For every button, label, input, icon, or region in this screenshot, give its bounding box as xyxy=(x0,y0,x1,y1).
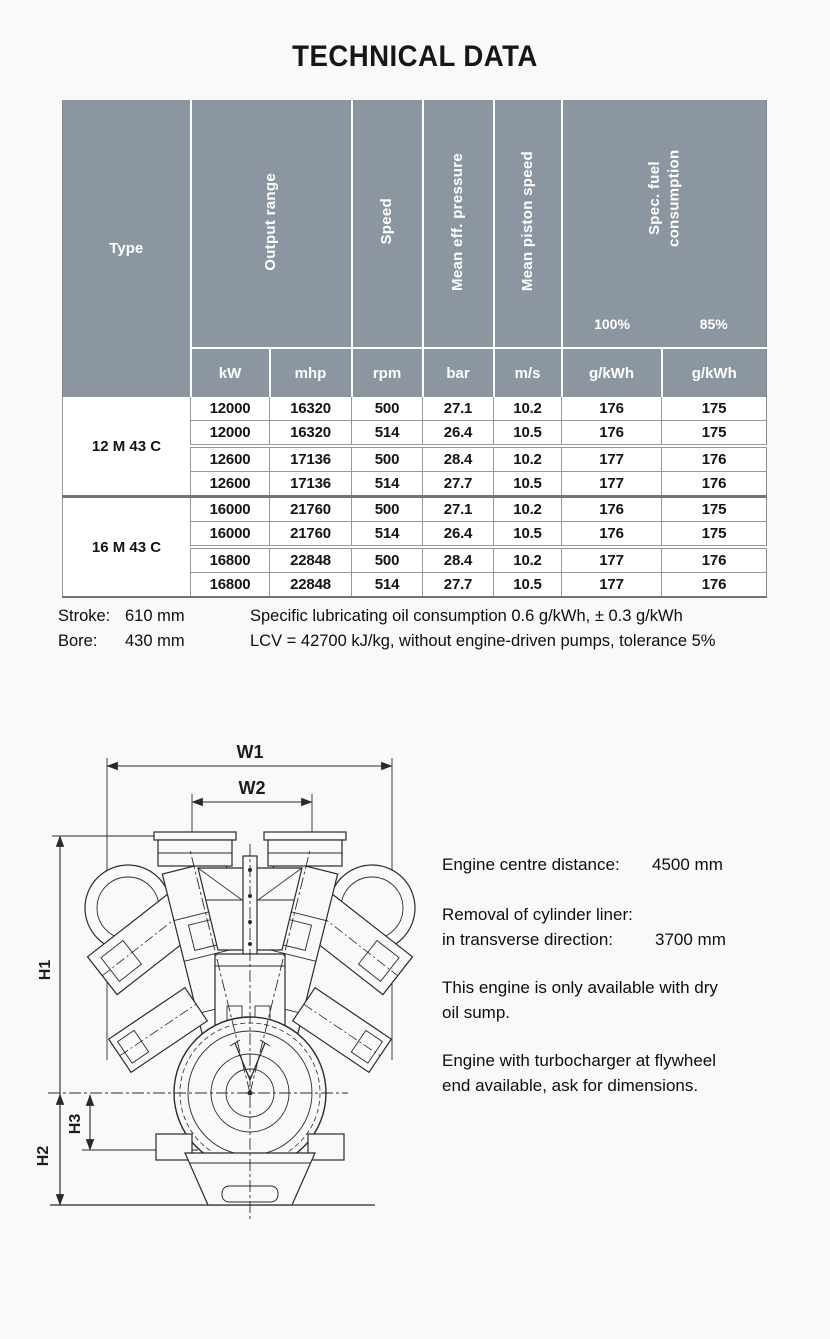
value-cell: 175 xyxy=(662,421,767,447)
value-cell: 176 xyxy=(662,547,767,573)
oil-sump-paragraph xyxy=(442,975,718,1025)
value-cell: 176 xyxy=(662,472,767,497)
unit-bar: bar xyxy=(423,348,494,397)
value-cell: 10.5 xyxy=(494,421,562,447)
unit-mhp: mhp xyxy=(270,348,352,397)
dimension-label-h2: H2 xyxy=(35,1145,52,1167)
stroke-note xyxy=(58,607,185,626)
page-title: TECHNICAL DATA xyxy=(292,40,538,73)
value-cell: 27.1 xyxy=(423,497,494,522)
turbocharger-paragraph xyxy=(442,1048,716,1098)
centre-distance-value: 4500 mm xyxy=(652,855,723,874)
unit-gkwh-85: g/kWh xyxy=(662,348,767,397)
value-cell: 16800 xyxy=(191,573,270,598)
liner-line2: in transverse direction: xyxy=(442,930,614,949)
value-cell: 175 xyxy=(662,397,767,421)
value-cell: 27.7 xyxy=(423,472,494,497)
col-header-spec-fuel-consumption: Spec. fuel consumption xyxy=(562,100,767,300)
sump-line2: oil sump. xyxy=(442,1003,511,1022)
value-cell: 177 xyxy=(562,446,662,472)
value-cell: 10.5 xyxy=(494,573,562,598)
value-cell: 514 xyxy=(352,522,423,548)
value-cell: 16320 xyxy=(270,397,352,421)
unit-rpm: rpm xyxy=(352,348,423,397)
value-cell: 175 xyxy=(662,522,767,548)
value-cell: 12000 xyxy=(191,421,270,447)
col-header-type: Type xyxy=(63,100,191,397)
value-cell: 17136 xyxy=(270,472,352,497)
value-cell: 26.4 xyxy=(423,421,494,447)
liner-value: 3700 mm xyxy=(655,930,726,949)
value-cell: 177 xyxy=(562,472,662,497)
value-cell: 177 xyxy=(562,547,662,573)
unit-kw: kW xyxy=(191,348,270,397)
value-cell: 176 xyxy=(662,446,767,472)
col-header-speed: Speed xyxy=(352,100,423,348)
value-cell: 21760 xyxy=(270,522,352,548)
value-cell: 514 xyxy=(352,421,423,447)
stroke-label: Stroke: xyxy=(58,607,111,625)
value-cell: 500 xyxy=(352,397,423,421)
value-cell: 26.4 xyxy=(423,522,494,548)
dimension-label-h3: H3 xyxy=(67,1113,84,1135)
value-cell: 16800 xyxy=(191,547,270,573)
lube-oil-note: Specific lubricating oil consumption 0.6 g/kWh, ± 0.3 g/kWh xyxy=(250,607,683,625)
value-cell: 176 xyxy=(662,573,767,598)
value-cell: 10.5 xyxy=(494,472,562,497)
value-cell: 500 xyxy=(352,446,423,472)
lcv-note: LCV = 42700 kJ/kg, without engine-driven pumps, tolerance 5% xyxy=(250,632,716,650)
unit-ms: m/s xyxy=(494,348,562,397)
value-cell: 16320 xyxy=(270,421,352,447)
col-header-load-100: 100% xyxy=(562,300,662,348)
technical-data-table xyxy=(62,100,767,598)
stroke-value: 610 mm xyxy=(125,607,185,625)
table-row xyxy=(63,397,767,421)
engine-type: 12 M 43 C xyxy=(63,397,191,497)
value-cell: 22848 xyxy=(270,573,352,598)
value-cell: 16000 xyxy=(191,522,270,548)
bore-note xyxy=(58,632,185,651)
value-cell: 21760 xyxy=(270,497,352,522)
col-header-output-range: Output range xyxy=(191,100,352,348)
value-cell: 28.4 xyxy=(423,446,494,472)
value-cell: 500 xyxy=(352,497,423,522)
centre-distance-paragraph xyxy=(442,852,723,877)
dimension-label-w2: W2 xyxy=(238,778,266,798)
liner-line1: Removal of cylinder liner: xyxy=(442,905,633,924)
value-cell: 175 xyxy=(662,497,767,522)
dimension-label-h1: H1 xyxy=(37,959,54,981)
value-cell: 17136 xyxy=(270,446,352,472)
value-cell: 10.2 xyxy=(494,446,562,472)
unit-gkwh-100: g/kWh xyxy=(562,348,662,397)
value-cell: 514 xyxy=(352,573,423,598)
value-cell: 10.2 xyxy=(494,497,562,522)
value-cell: 177 xyxy=(562,573,662,598)
engine-cross-section-drawing xyxy=(30,738,430,1228)
value-cell: 22848 xyxy=(270,547,352,573)
value-cell: 28.4 xyxy=(423,547,494,573)
turbo-line1: Engine with turbocharger at flywheel xyxy=(442,1051,717,1070)
value-cell: 10.5 xyxy=(494,522,562,548)
bore-value: 430 mm xyxy=(125,632,185,650)
engine-type: 16 M 43 C xyxy=(63,497,191,598)
table-row xyxy=(63,497,767,522)
value-cell: 12600 xyxy=(191,472,270,497)
col-header-mean-piston-speed: Mean piston speed xyxy=(494,100,562,348)
centre-distance-label: Engine centre distance: xyxy=(442,855,620,874)
value-cell: 176 xyxy=(562,522,662,548)
turbo-line2: end available, ask for dimensions. xyxy=(442,1076,699,1095)
value-cell: 10.2 xyxy=(494,397,562,421)
value-cell: 12600 xyxy=(191,446,270,472)
value-cell: 16000 xyxy=(191,497,270,522)
header-row-main xyxy=(63,100,767,300)
value-cell: 500 xyxy=(352,547,423,573)
liner-removal-paragraph xyxy=(442,902,726,952)
col-header-load-85: 85% xyxy=(662,300,767,348)
value-cell: 514 xyxy=(352,472,423,497)
dimension-label-w1: W1 xyxy=(236,742,264,762)
value-cell: 27.1 xyxy=(423,397,494,421)
bore-label: Bore: xyxy=(58,632,98,650)
value-cell: 176 xyxy=(562,397,662,421)
col-header-mean-eff-pressure: Mean eff. pressure xyxy=(423,100,494,348)
value-cell: 12000 xyxy=(191,397,270,421)
value-cell: 176 xyxy=(562,497,662,522)
sump-line1: This engine is only available with dry xyxy=(442,978,718,997)
value-cell: 10.2 xyxy=(494,547,562,573)
value-cell: 176 xyxy=(562,421,662,447)
value-cell: 27.7 xyxy=(423,573,494,598)
